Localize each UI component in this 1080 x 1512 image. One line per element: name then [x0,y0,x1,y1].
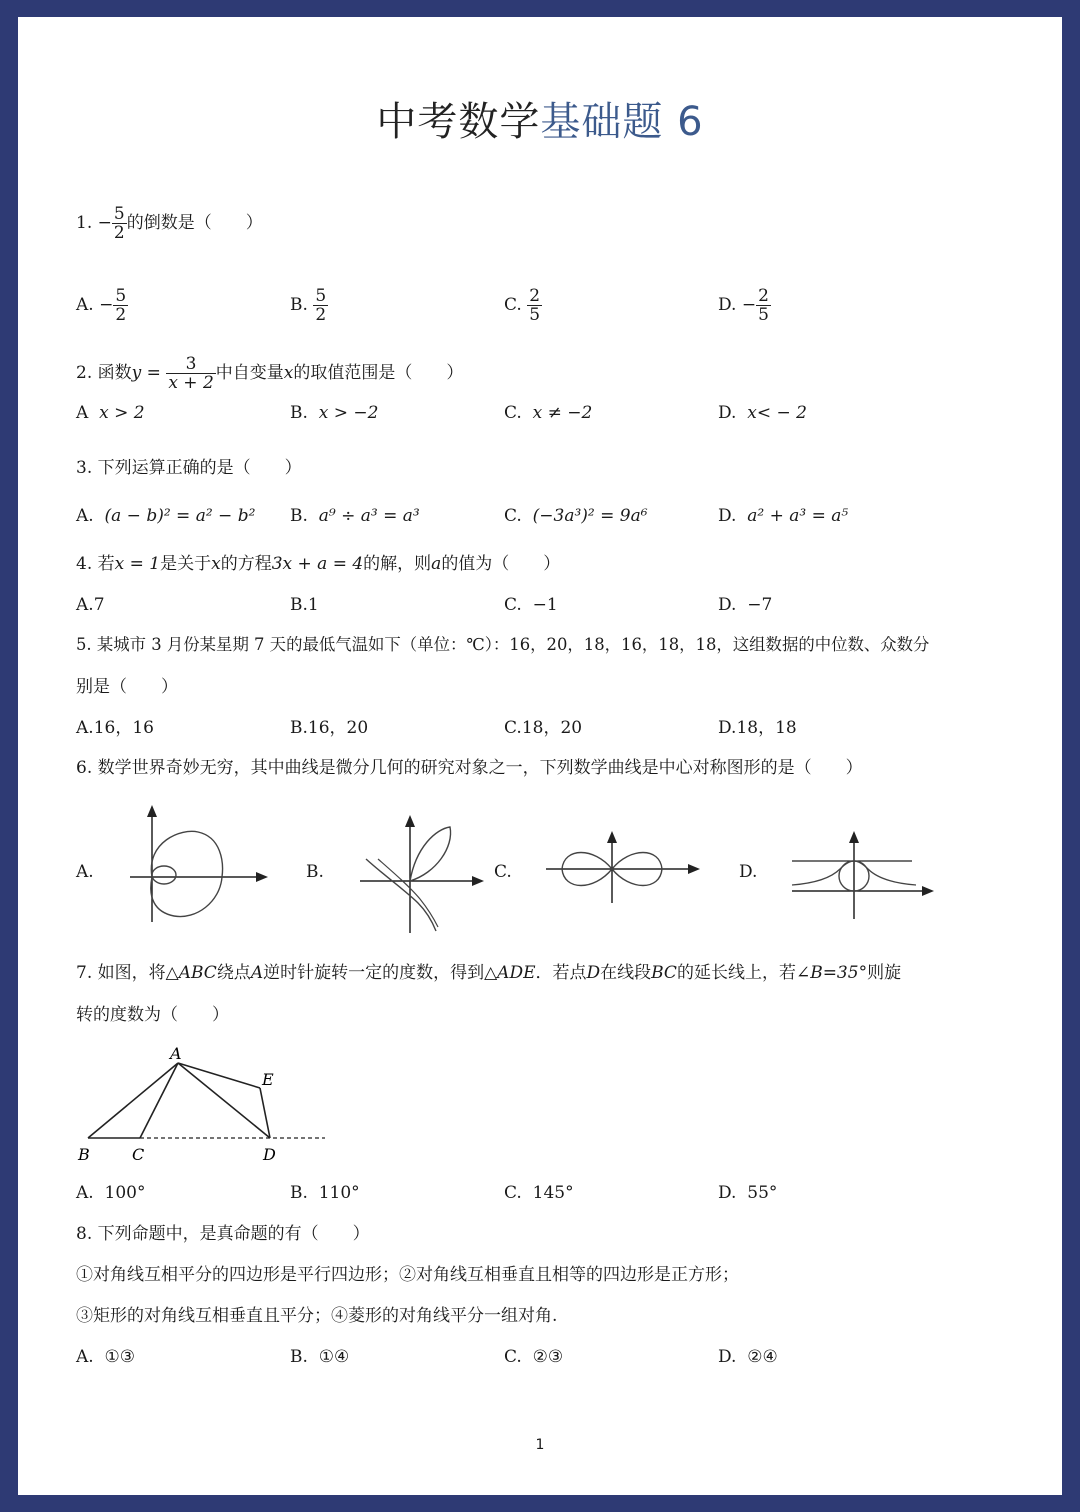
question-8-option-b[interactable]: B. ①④ [290,1347,350,1367]
worksheet-page [18,17,1062,1495]
question-8-statement-line-1: ①对角线互相平分的四边形是平行四边形；②对角线互相垂直且相等的四边形是正方形； [76,1265,739,1285]
question-6-option-a[interactable]: A. [76,862,94,882]
question-5-option-a[interactable]: A.16，16 [76,718,154,738]
point-d-label: D [263,1145,276,1164]
point-c-label: C [132,1145,145,1164]
point-a-label: A [170,1044,182,1063]
point-b-label: B [78,1145,90,1164]
curve-figure-d [788,825,938,925]
question-4-option-c[interactable]: C. −1 [504,595,558,615]
question-5-stem-line-2: 别是（ ） [76,677,178,697]
curve-figure-b [356,807,488,937]
question-4-option-d[interactable]: D. −7 [718,595,773,615]
question-5-stem: 5. 某城市 3 月份某星期 7 天的最低气温如下（单位：℃）：16，20，18，16，18，18，这组数据的中位数、众数分 [76,635,930,654]
question-8-option-c[interactable]: C. ②③ [504,1347,564,1367]
question-1-option-c[interactable]: C. $\frac{2}{5}$ [504,286,541,325]
question-3-option-d[interactable]: D. a² + a³ = a⁵ [718,506,849,526]
curve-figure-a [126,802,272,928]
question-2-option-d[interactable]: D. x< − 2 [718,403,807,423]
question-2-option-c[interactable]: C. x ≠ −2 [504,403,593,423]
question-3-option-a[interactable]: A. (a − b)² = a² − b² [76,506,256,526]
question-5-option-c[interactable]: C.18，20 [504,718,583,738]
fraction: $\frac{5}{2}$ [113,204,125,243]
question-4-option-b[interactable]: B.1 [290,595,319,615]
question-1-option-a[interactable]: A. − $\frac{5}{2}$ [76,286,127,325]
question-7-option-d[interactable]: D. 55° [718,1183,778,1203]
question-6-stem: 6. 数学世界奇妙无穷，其中曲线是微分几何的研究对象之一，下列数学曲线是中心对称图形的是（ ） [76,758,863,778]
question-5-option-b[interactable]: B.16，20 [290,718,369,738]
question-7-stem: 7. 如图，将△ABC绕点A逆时针旋转一定的度数，得到△ADE．若点D在线段BC的延长线上，若∠B=35°则旋 [76,963,902,983]
question-3-stem: 3. 下列运算正确的是（ ） [76,458,302,478]
question-8-option-a[interactable]: A. ①③ [76,1347,135,1367]
question-2-option-a[interactable]: A x > 2 [76,403,145,423]
question-7-option-c[interactable]: C. 145° [504,1183,574,1203]
point-e-label: E [262,1070,274,1089]
question-4-stem: 4. 若x = 1是关于x的方程3x + a = 4的解，则a的值为（ ） [76,554,561,574]
question-8-option-d[interactable]: D. ②④ [718,1347,778,1367]
question-6-option-d[interactable]: D. [739,862,758,882]
question-8-stem: 8. 下列命题中，是真命题的有（ ） [76,1224,370,1244]
question-6-option-c[interactable]: C. [494,862,512,882]
question-7-stem-line-2: 转的度数为（ ） [76,1005,229,1025]
question-7-option-b[interactable]: B. 110° [290,1183,360,1203]
question-2-stem: 2. 函数y = $\frac{3}{x + 2}$ 中自变量x的取值范围是（ ） [76,354,464,393]
question-5-option-d[interactable]: D.18，18 [718,718,797,738]
title-part-1: 中考数学 [376,99,541,145]
title-part-2: 基础题 6 [540,99,704,145]
question-3-option-c[interactable]: C. (−3a³)² = 9a⁶ [504,506,648,526]
triangle-rotation-figure [70,1043,332,1167]
question-2-option-b[interactable]: B. x > −2 [290,403,379,423]
page-title [18,97,1062,147]
question-6-option-b[interactable]: B. [306,862,324,882]
question-1-stem: 1. − $\frac{5}{2}$ 的倒数是（ ） [76,204,263,243]
curve-figure-c [544,827,706,907]
question-7-option-a[interactable]: A. 100° [76,1183,146,1203]
page-number: 1 [535,1437,545,1453]
question-8-statement-line-2: ③矩形的对角线互相垂直且平分；④菱形的对角线平分一组对角. [76,1306,558,1326]
question-4-option-a[interactable]: A.7 [76,595,105,615]
question-3-option-b[interactable]: B. a⁹ ÷ a³ = a³ [290,506,420,526]
question-1-option-d[interactable]: D. − $\frac{2}{5}$ [718,286,769,325]
question-1-option-b[interactable]: B. $\frac{5}{2}$ [290,286,327,325]
